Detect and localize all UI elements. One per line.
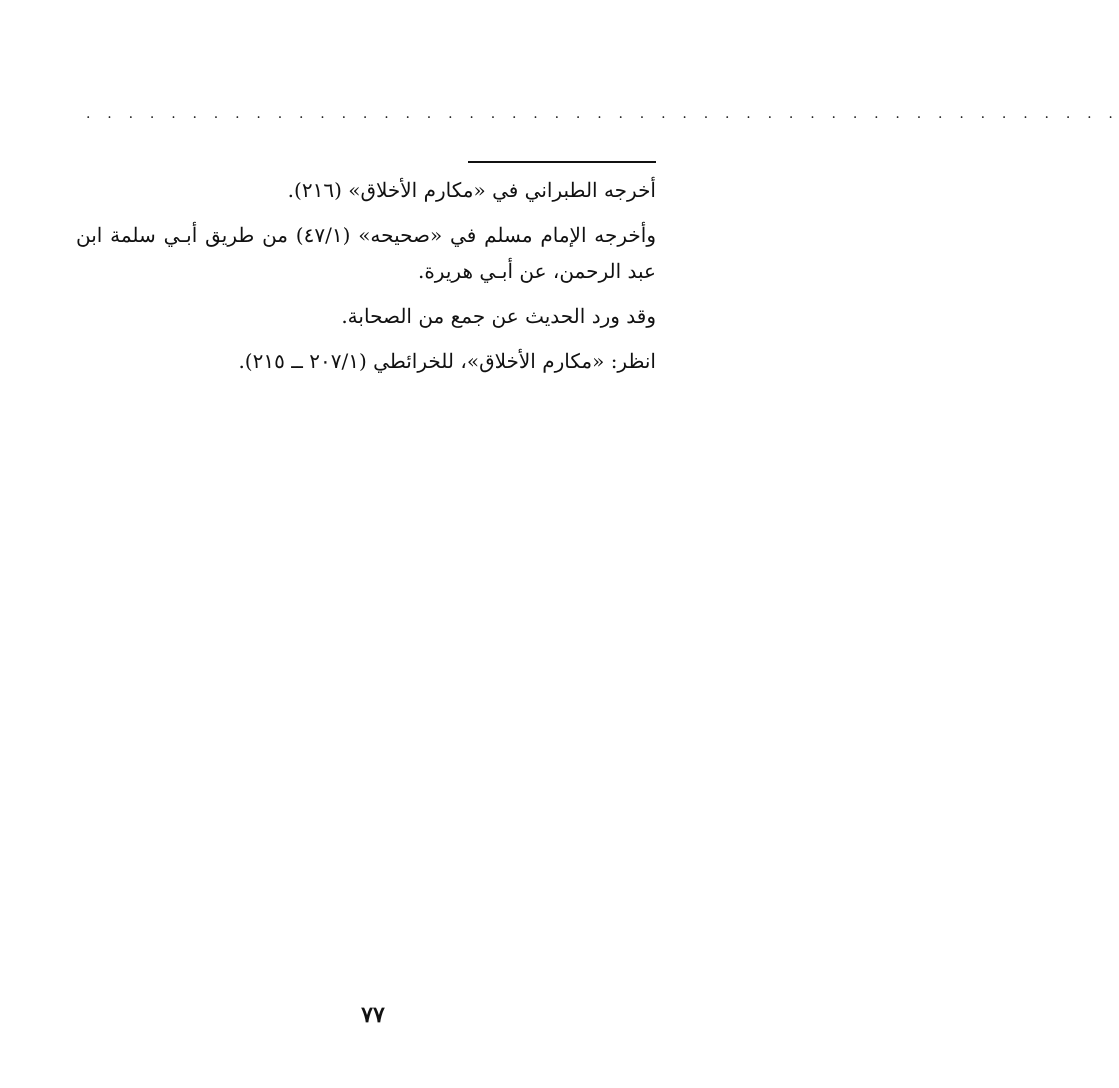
footnote-2: وأخرجه الإمام مسلم في «صحيحه» (٤٧/١) من طريق أبـي سلمة ابن عبد الرحمن، عن أبـي هريرة. [76,223,657,283]
footnotes-block [76,172,656,388]
footnote-1: أخرجه الطبراني في «مكارم الأخلاق» (٢١٦). [287,178,656,202]
page-number: ٧٧ [361,1002,385,1028]
footnote-rule [468,161,656,163]
footnote-3: وقد ورد الحديث عن جمع من الصحابة. [341,304,656,328]
dotted-separator: . . . . . . . . . . . . . . . . . . . . . . . . . . . . . . . . . . . . . . . . . . . . . . . . . [86,106,1119,122]
footnote-4: انظر: «مكارم الأخلاق»، للخرائطي (٢٠٧/١ ــ ٢١٥). [238,349,656,373]
